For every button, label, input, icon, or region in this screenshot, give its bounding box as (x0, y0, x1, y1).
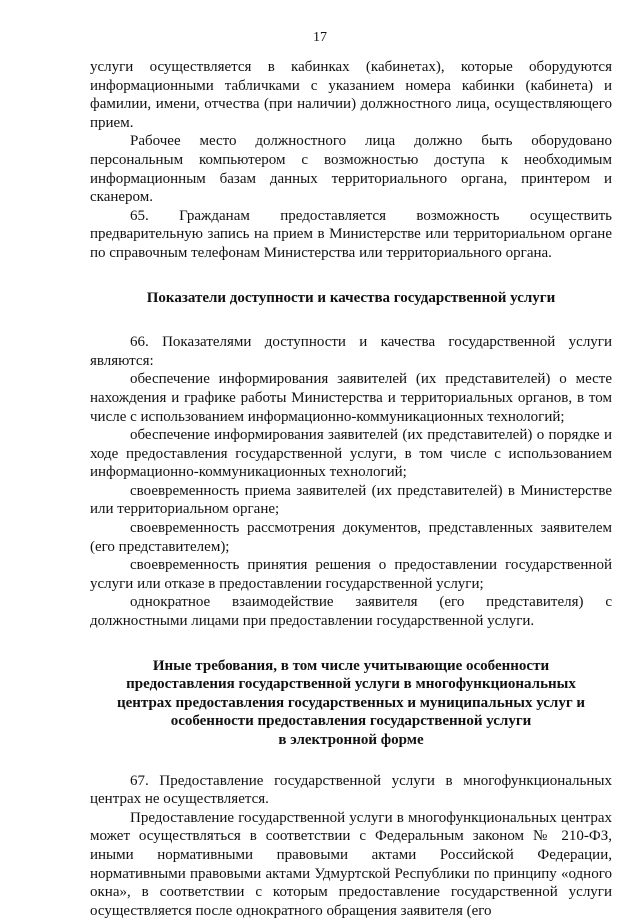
section-heading-quality: Показатели доступности и качества государственной услуги (146, 289, 556, 306)
document-body (90, 58, 612, 920)
paragraph-cabins: услуги осуществляется в кабинках (кабинетах), которые оборудуются информационными табличками с указанием номера кабинки (кабинета) и фамилии, имени, отчества (при наличии) должностного лица, осуществляющего прием. (90, 59, 612, 131)
list-item-timely-review: своевременность рассмотрения документов, представленных заявителем (его представителем); (90, 520, 612, 555)
list-item-informing-progress: обеспечение информирования заявителей (их представителей) о порядке и ходе предоставления государственной услуги, в том числе с использованием информационно-коммуникационных технологий; (90, 427, 612, 481)
heading-line: Иные требования, в том числе учитывающие особенности (152, 657, 550, 674)
list-item-informing-location: обеспечение информирования заявителей (их представителей) о месте нахождения и графике работы Министерства и территориальных органов, в том числе с использованием информационно-коммуникационных технологий; (90, 371, 612, 425)
heading-line: в электронной форме (278, 732, 424, 748)
list-item-timely-decision: своевременность принятия решения о предоставлении государственной услуги или отказе в предоставлении государственной услуги; (90, 557, 612, 592)
heading-line: особенности предоставления государственной услуги (170, 713, 532, 730)
section-heading-other-requirements (90, 657, 612, 750)
heading-line: центрах предоставления государственных и муниципальных услуг и (116, 694, 586, 711)
heading-line: предоставления государственной услуги в многофункциональных (126, 676, 576, 693)
page-number: 17 (313, 30, 327, 45)
paragraph-workplace: Рабочее место должностного лица должно быть оборудовано персональным компьютером с возможностью доступа к необходимым информационным базам данных территориального органа, принтером и сканером. (90, 133, 612, 206)
paragraph-66: 66. Показателями доступности и качества государственной услуги являются: (90, 334, 612, 369)
paragraph-67: 67. Предоставление государственной услуги в многофункциональных центрах не осуществляется. (90, 772, 612, 808)
paragraph-mfc: Предоставление государственной услуги в многофункциональных центрах может осуществляться в соответствии с Федеральным законом № 210-ФЗ, иными нормативными правовыми актами Российской Федерации, нормативными правовыми актами Удмуртской Республики по принципу «одного окна», в соответствии с которым предоставление государственной услуги осуществляется после однократного обращения заявителя (его (90, 809, 612, 919)
paragraph-65: 65. Гражданам предоставляется возможность осуществить предварительную запись на прием в Министерстве или территориальном органе по справочным телефонам Министерства или территориального органа. (90, 207, 612, 261)
list-item-timely-reception: своевременность приема заявителей (их представителей) в Министерстве или территориальном органе; (90, 482, 612, 518)
list-item-single-interaction: однократное взаимодействие заявителя (его представителя) с должностными лицами при предоставлении государственной услуги. (90, 594, 612, 630)
